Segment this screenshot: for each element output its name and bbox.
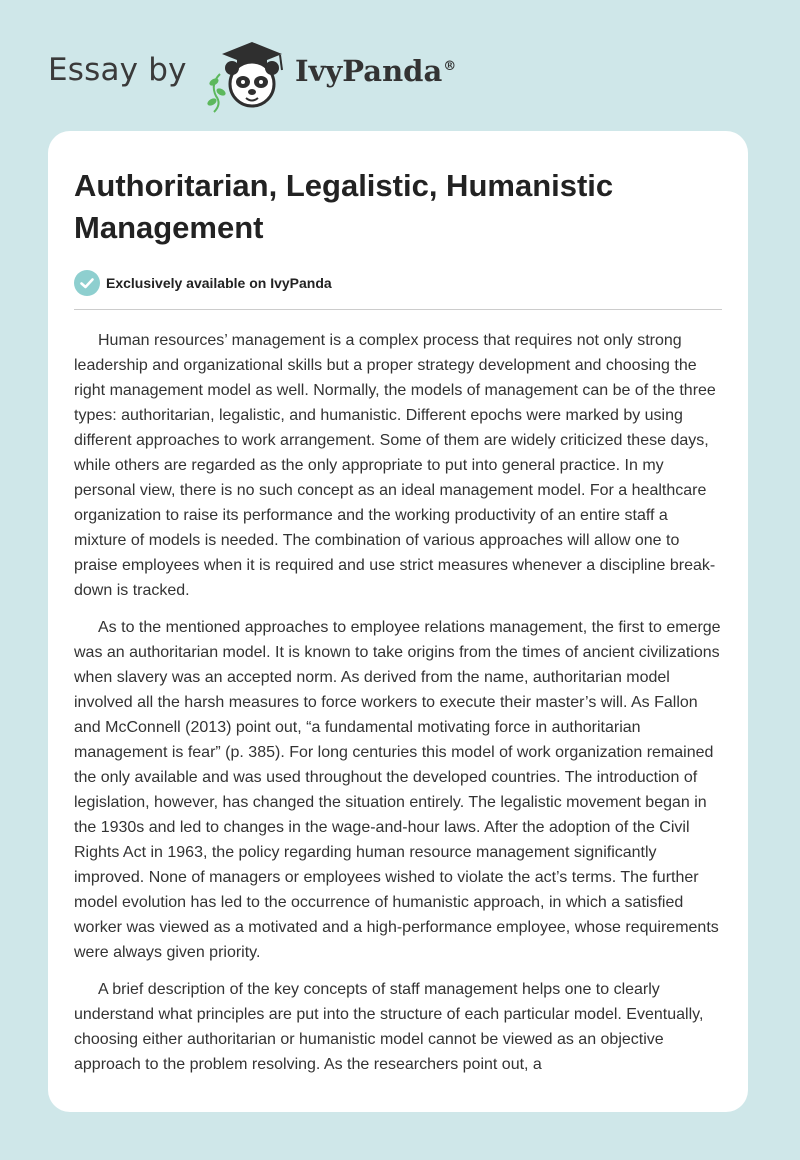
ivy-leaf-icon — [206, 74, 227, 112]
exclusive-label: Exclusively available on IvyPanda — [106, 275, 332, 291]
exclusive-badge — [74, 269, 722, 297]
check-icon — [74, 270, 100, 296]
panda-logo-icon — [202, 34, 292, 114]
divider — [74, 309, 722, 310]
article-title: Authoritarian, Legalistic, Humanistic Management — [74, 168, 614, 245]
paragraph: A brief description of the key concepts of staff management helps one to clearly understand what principles are put into the structure of each particular model. Eventually, choosing either authoritarian or humanistic model cannot be viewed as an objective approach to the problem resolving. As the researchers point out, a — [74, 981, 704, 1073]
brand-name-text: IvyPanda — [295, 54, 443, 88]
article-card — [48, 131, 748, 1112]
brand-name — [295, 54, 456, 88]
registered-mark: ® — [443, 59, 457, 75]
site-header-brand[interactable] — [48, 34, 548, 114]
paragraph: Human resources’ management is a complex process that requires not only strong leadership and organizational skills but a proper strategy development and choosing the right management model as well. Normally, the models of management can be of the three types: authoritarian, legalistic, and humanistic. Different epochs were marked by using different approaches to work arrangement. Some of them are widely criticized these days, while others are regarded as the only appropriate to put into general practice. In my personal view, there is no such concept as an ideal management model. For a healthcare organization to raise its performance and the working productivity of an entire staff a mixture of models is needed. The combination of various approaches will allow one to praise employees when it is required and use strict measures whenever a discipline break-down is tracked. — [74, 332, 716, 599]
article-body — [74, 328, 722, 1077]
brand-prefix: Essay by — [48, 52, 187, 88]
paragraph: As to the mentioned approaches to employee relations management, the first to emerge was an authoritarian model. It is known to take origins from the times of ancient civilizations when slavery was an accepted norm. As derived from the name, authoritarian model involved all the harsh measures to force workers to execute their master’s will. As Fallon and McConnell (2013) point out, “a fundamental motivating force in authoritarian management is fear” (p. 385). For long centuries this model of work organization remained the only available and was used throughout the developed countries. The introduction of legislation, however, has changed the situation entirely. The legalistic movement began in the 1930s and led to changes in the wage-and-hour laws. After the adoption of the Civil Rights Act in 1963, the policy regarding human resource management significantly improved. None of managers or employees wished to violate the act’s terms. The further model evolution has led to the occurrence of humanistic approach, in which a satisfied worker was viewed as a motivated and a high-performance employee, whose requirements were always given priority. — [74, 619, 721, 961]
